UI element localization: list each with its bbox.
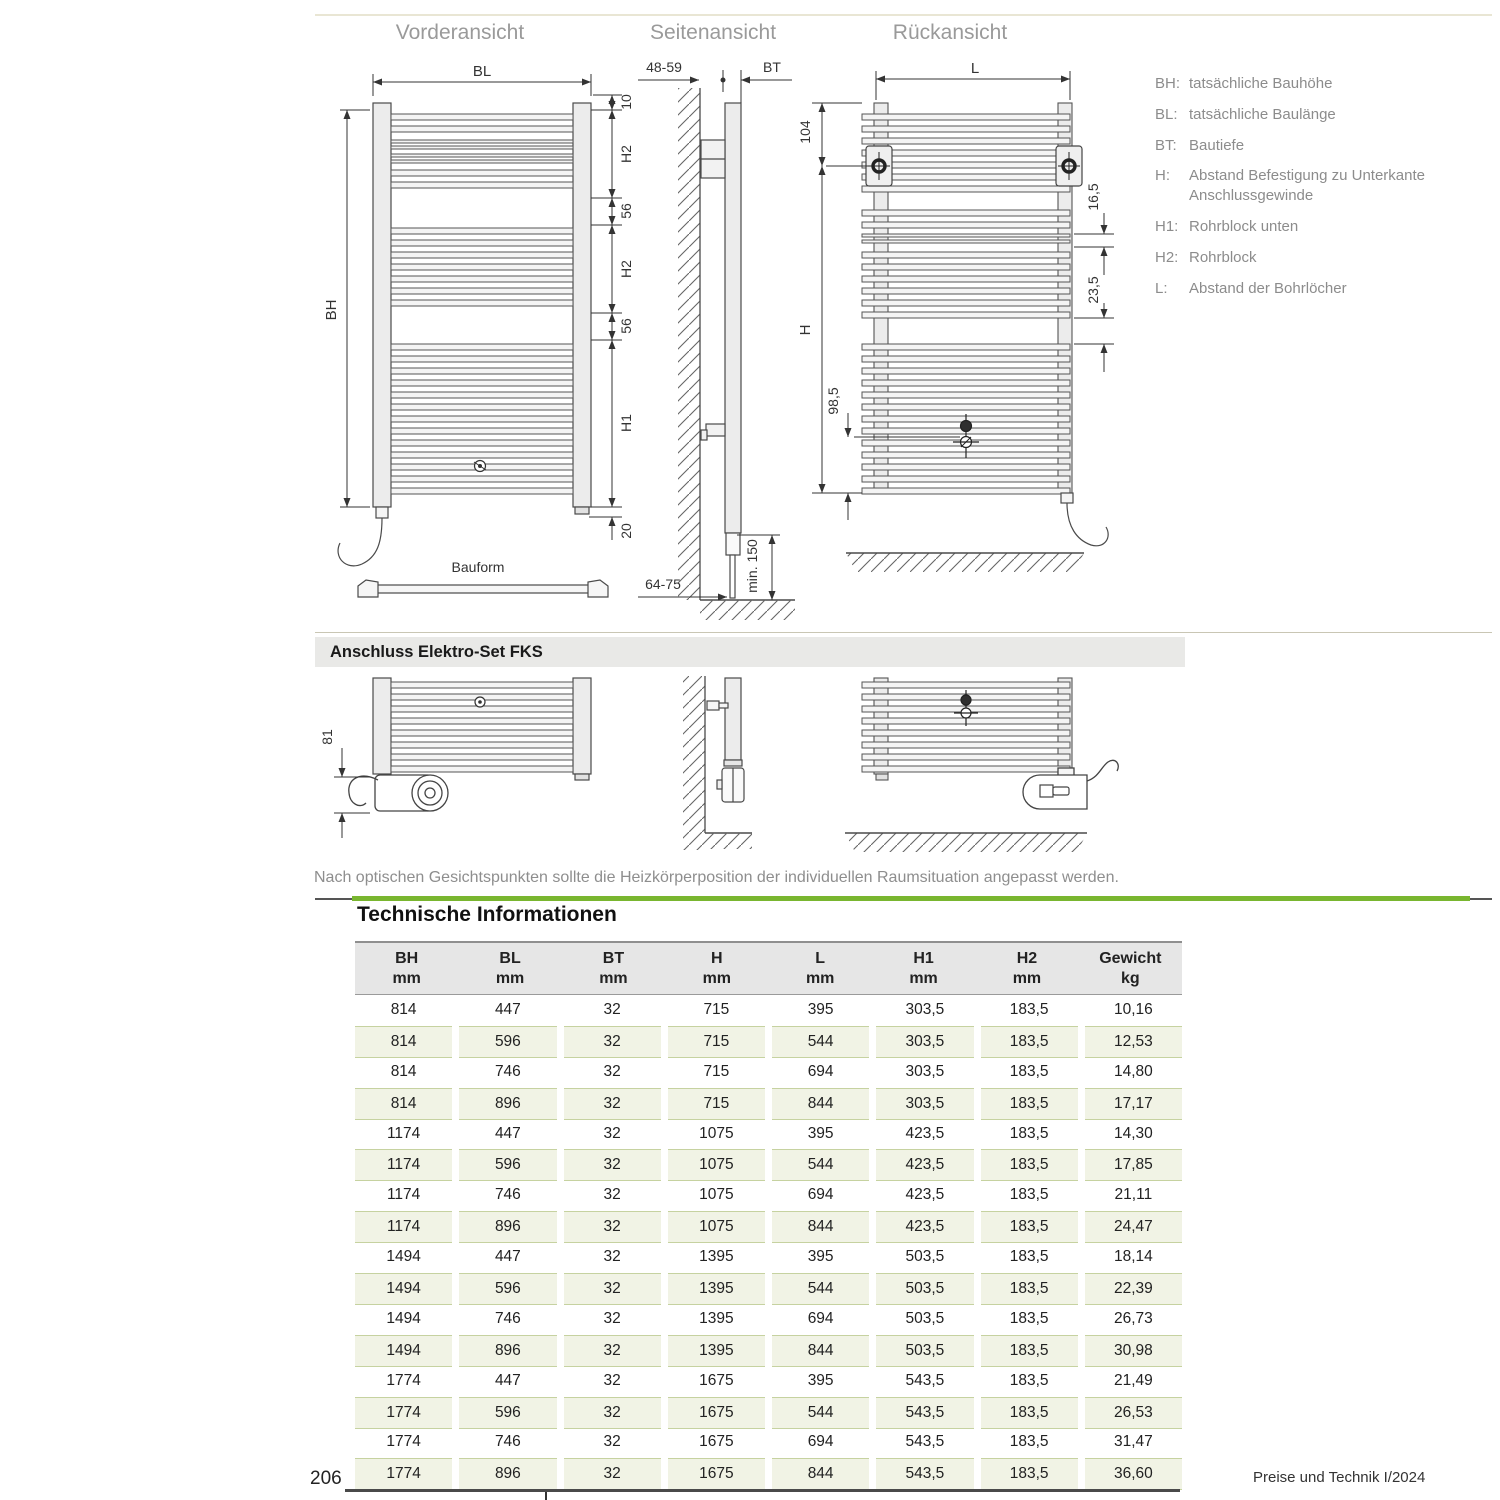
- table-cell: 746: [494, 1186, 521, 1204]
- table-title: Technische Informationen: [357, 903, 617, 926]
- table-cell: 596: [459, 1149, 556, 1181]
- table-cell: 423,5: [905, 1186, 945, 1204]
- valve-icon: [475, 697, 485, 707]
- table-cell: 423,5: [905, 1124, 945, 1142]
- table-cell: 22,39: [1085, 1273, 1182, 1305]
- table-cell: 32: [564, 1211, 661, 1243]
- table-cell: 21,11: [1114, 1186, 1153, 1204]
- table-cell: 746: [494, 1309, 521, 1327]
- table-cell: 596: [459, 1273, 556, 1305]
- table-cell: 183,5: [1009, 1001, 1049, 1018]
- legend-item: [1155, 105, 1495, 125]
- legend-key: BL:: [1155, 105, 1178, 123]
- table-cell: 183,5: [981, 1088, 1078, 1120]
- legend-text: Bautiefe: [1189, 136, 1245, 154]
- table-row: [355, 1366, 1182, 1397]
- bauform-label: Bauform: [451, 559, 505, 575]
- table-cell: 183,5: [1009, 1248, 1049, 1266]
- table-row: [355, 995, 1182, 1026]
- column-header: H mm: [702, 949, 732, 987]
- dim-10: 10: [618, 94, 634, 110]
- table-row: [355, 1211, 1182, 1242]
- bauform-topview: [358, 580, 608, 597]
- table-cell: 1494: [355, 1335, 452, 1367]
- table-row: [355, 1427, 1182, 1458]
- table-cell: 30,98: [1085, 1335, 1182, 1367]
- table-cell: 596: [459, 1026, 556, 1058]
- table-cell: 14,30: [1113, 1124, 1153, 1142]
- legend-text: Abstand der Bohrlöcher: [1189, 279, 1347, 297]
- dim-h1: H1: [618, 414, 634, 432]
- table-row: [355, 1088, 1182, 1119]
- table-cell: 32: [564, 1397, 661, 1429]
- legend-item: [1155, 217, 1495, 237]
- column-header: BH mm: [392, 949, 421, 987]
- table-cell: 303,5: [905, 1062, 945, 1080]
- table-cell: 544: [772, 1273, 869, 1305]
- table-cell: 1174: [355, 1211, 452, 1243]
- green-accent-line: [352, 896, 1470, 901]
- table-cell: 183,5: [981, 1458, 1078, 1490]
- table-cell: 1675: [699, 1371, 734, 1389]
- edition-label: Preise und Technik I/2024: [1253, 1469, 1426, 1486]
- legend: [1155, 74, 1495, 309]
- table-cell: 36,60: [1085, 1458, 1182, 1490]
- table-row: [355, 1149, 1182, 1180]
- table-cell: 543,5: [876, 1397, 973, 1429]
- table-cell: 32: [603, 1309, 621, 1327]
- table-row: [355, 1273, 1182, 1304]
- dim-56b: 56: [618, 318, 634, 334]
- table-cell: 544: [772, 1397, 869, 1429]
- legend-key: H1:: [1155, 217, 1179, 235]
- table-cell: 503,5: [876, 1335, 973, 1367]
- table-cell: 1774: [355, 1458, 452, 1490]
- legend-text: Rohrblock unten: [1189, 217, 1299, 235]
- fks-header-bar: [315, 637, 1185, 667]
- table-cell: 896: [459, 1088, 556, 1120]
- table-cell: 844: [772, 1211, 869, 1243]
- floor-hatch: [700, 600, 795, 620]
- table-cell: 395: [807, 1124, 834, 1142]
- table-cell: 32: [603, 1062, 621, 1080]
- dim-56a: 56: [618, 203, 634, 219]
- fks-rear-drawing: [790, 670, 1140, 860]
- table-cell: 1174: [386, 1124, 421, 1142]
- legend-key: BT:: [1155, 136, 1177, 154]
- dim-23-5: 23,5: [1085, 276, 1101, 304]
- table-cell: 183,5: [1009, 1062, 1049, 1080]
- electric-cable: [349, 776, 378, 805]
- table-cell: 183,5: [1009, 1124, 1049, 1142]
- legend-item: [1155, 136, 1495, 156]
- column-header: BL mm: [495, 949, 525, 987]
- table-cell: 32: [603, 1186, 621, 1204]
- legend-key: H:: [1155, 167, 1170, 185]
- table-cell: 1075: [668, 1149, 765, 1181]
- table-cell: 183,5: [1009, 1371, 1049, 1389]
- table-cell: 423,5: [876, 1149, 973, 1181]
- column-header: H2 mm: [1012, 949, 1042, 987]
- table-cell: 1774: [386, 1371, 421, 1389]
- table-cell: 543,5: [905, 1433, 945, 1451]
- table-cell: 503,5: [905, 1309, 945, 1327]
- table-cell: 17,85: [1085, 1149, 1182, 1181]
- legend-text: Abstand Befestigung zu Unterkante Anschlussgewinde: [1189, 167, 1425, 205]
- page-number: 206: [310, 1468, 342, 1489]
- table-cell: 1174: [386, 1186, 421, 1204]
- table-cell: 1075: [668, 1211, 765, 1243]
- top-divider: [315, 14, 1492, 16]
- table-cell: 18,14: [1113, 1248, 1153, 1266]
- table-cell: 12,53: [1085, 1026, 1182, 1058]
- table-cell: 183,5: [981, 1273, 1078, 1305]
- table-cell: 694: [807, 1309, 834, 1327]
- table-cell: 1494: [355, 1273, 452, 1305]
- fks-title: Anschluss Elektro-Set FKS: [330, 642, 543, 661]
- table-body: [355, 995, 1182, 1489]
- table-cell: 896: [459, 1458, 556, 1490]
- table-cell: 1174: [355, 1149, 452, 1181]
- table-cell: 1675: [668, 1458, 765, 1490]
- wall-hatch: [683, 676, 705, 850]
- table-cell: 447: [494, 1248, 521, 1266]
- table-cell: 694: [807, 1433, 834, 1451]
- table-cell: 503,5: [876, 1273, 973, 1305]
- table-cell: 183,5: [1009, 1186, 1049, 1204]
- table-cell: 844: [772, 1335, 869, 1367]
- table-cell: 694: [807, 1062, 834, 1080]
- table-cell: 183,5: [1009, 1309, 1049, 1327]
- table-cell: 746: [494, 1433, 521, 1451]
- table-cell: 303,5: [876, 1026, 973, 1058]
- table-cell: 746: [494, 1062, 521, 1080]
- table-cell: 814: [355, 1088, 452, 1120]
- table-cell: 1395: [699, 1248, 734, 1266]
- table-cell: 694: [807, 1186, 834, 1204]
- table-cell: 32: [564, 1026, 661, 1058]
- front-view-drawing: [315, 45, 650, 625]
- table-cell: 896: [459, 1211, 556, 1243]
- rear-view-title: Rückansicht: [892, 21, 1008, 44]
- table-cell: 31,47: [1113, 1433, 1153, 1451]
- table-cell: 183,5: [981, 1397, 1078, 1429]
- table-cell: 1395: [699, 1309, 734, 1327]
- print-mark: [545, 1492, 547, 1500]
- dim-98-5: 98,5: [825, 387, 841, 415]
- legend-item: [1155, 279, 1495, 299]
- electric-cable: [1067, 503, 1108, 546]
- table-cell: 447: [494, 1371, 521, 1389]
- table-cell: 1494: [386, 1309, 421, 1327]
- table-row: [355, 1180, 1182, 1211]
- fks-divider: [315, 632, 1492, 633]
- table-cell: 844: [772, 1458, 869, 1490]
- dim-104: 104: [797, 120, 813, 144]
- note-text: Nach optischen Gesichtspunkten sollte die Heizkörperposition der individuellen Raumsituation angepasst werden.: [314, 869, 1119, 886]
- table-cell: 1675: [699, 1433, 734, 1451]
- column-header: Gewicht kg: [1099, 949, 1162, 987]
- table-cell: 896: [459, 1335, 556, 1367]
- table-cell: 544: [772, 1026, 869, 1058]
- table-cell: 21,49: [1113, 1371, 1153, 1389]
- legend-key: H2:: [1155, 248, 1179, 266]
- table-cell: 543,5: [876, 1458, 973, 1490]
- table-cell: 183,5: [981, 1335, 1078, 1367]
- table-cell: 814: [390, 1001, 417, 1018]
- table-cell: 26,73: [1113, 1309, 1153, 1327]
- table-cell: 447: [494, 1124, 521, 1142]
- valve-icon: [474, 461, 486, 472]
- table-cell: 24,47: [1085, 1211, 1182, 1243]
- dim-bh: BH: [323, 299, 340, 321]
- table-cell: 32: [564, 1149, 661, 1181]
- table-cell: 303,5: [905, 1001, 945, 1018]
- dim-bt: BT: [763, 59, 781, 75]
- legend-item: [1155, 166, 1495, 206]
- floor-hatch: [845, 833, 1087, 852]
- floor-hatch: [705, 833, 752, 849]
- electric-heating-element: [349, 775, 448, 811]
- dim-h2b: H2: [618, 260, 634, 278]
- fks-front-drawing: [315, 670, 650, 860]
- legend-text: tatsächliche Bauhöhe: [1189, 75, 1333, 92]
- table-cell: 32: [564, 1273, 661, 1305]
- table-cell: 32: [564, 1458, 661, 1490]
- legend-item: [1155, 74, 1495, 94]
- electric-cable: [1087, 760, 1118, 781]
- table-cell: 17,17: [1085, 1088, 1182, 1120]
- floor-hatch: [846, 553, 1084, 572]
- table-cell: 32: [603, 1124, 621, 1142]
- dim-48-59: 48-59: [646, 59, 682, 75]
- wall-hatch: [678, 88, 700, 600]
- table-cell: 32: [564, 1088, 661, 1120]
- table-cell: 543,5: [905, 1371, 945, 1389]
- table-cell: 814: [355, 1026, 452, 1058]
- table-cell: 395: [807, 1371, 834, 1389]
- table-cell: 32: [603, 1001, 621, 1018]
- legend-item: [1155, 248, 1495, 268]
- table-cell: 26,53: [1085, 1397, 1182, 1429]
- legend-key: BH:: [1155, 75, 1181, 92]
- table-cell: 1774: [355, 1397, 452, 1429]
- electric-cable: [338, 518, 382, 566]
- table-cell: 596: [459, 1397, 556, 1429]
- table-row: [355, 1304, 1182, 1335]
- table-cell: 32: [603, 1433, 621, 1451]
- table-cell: 1494: [386, 1248, 421, 1266]
- table-cell: 715: [668, 1026, 765, 1058]
- table-cell: 715: [703, 1001, 730, 1018]
- table-row: [355, 1242, 1182, 1273]
- legend-key: L:: [1155, 279, 1168, 297]
- dim-81: 81: [319, 729, 335, 745]
- table-cell: 1395: [668, 1273, 765, 1305]
- dim-h: H: [797, 324, 814, 336]
- dim-16-5: 16,5: [1085, 183, 1101, 211]
- table-cell: 32: [603, 1248, 621, 1266]
- rear-view-drawing: [790, 45, 1140, 625]
- table-cell: 32: [564, 1335, 661, 1367]
- table-cell: 395: [807, 1001, 834, 1018]
- table-cell: 303,5: [876, 1088, 973, 1120]
- table-row: [355, 1397, 1182, 1428]
- table-cell: 1075: [699, 1186, 734, 1204]
- column-header: L mm: [805, 949, 835, 987]
- side-view-title: Seitenansicht: [649, 21, 777, 44]
- table-cell: 1675: [668, 1397, 765, 1429]
- table-cell: 183,5: [981, 1149, 1078, 1181]
- table-header-row: [355, 941, 1182, 995]
- table-row: [355, 1119, 1182, 1150]
- dim-64-75: 64-75: [645, 576, 681, 592]
- table-row: [355, 1335, 1182, 1366]
- table-cell: 1774: [386, 1433, 421, 1451]
- table-cell: 14,80: [1113, 1062, 1153, 1080]
- table-cell: 183,5: [981, 1211, 1078, 1243]
- table-cell: 447: [494, 1001, 521, 1018]
- table-cell: 183,5: [981, 1026, 1078, 1058]
- table-row: [355, 1057, 1182, 1088]
- technical-table: [355, 941, 1182, 1489]
- table-cell: 1075: [699, 1124, 734, 1142]
- table-row: [355, 1458, 1182, 1489]
- table-cell: 715: [668, 1088, 765, 1120]
- table-cell: 395: [807, 1248, 834, 1266]
- table-cell: 715: [703, 1062, 730, 1080]
- dim-l: L: [970, 60, 980, 77]
- table-row: [355, 1026, 1182, 1057]
- dim-bl: BL: [472, 63, 492, 80]
- table-cell: 844: [772, 1088, 869, 1120]
- column-header: BT mm: [599, 949, 628, 987]
- table-cell: 423,5: [876, 1211, 973, 1243]
- table-cell: 503,5: [905, 1248, 945, 1266]
- front-rungs: [391, 114, 573, 494]
- table-cell: 1395: [668, 1335, 765, 1367]
- table-cell: 814: [390, 1062, 417, 1080]
- front-view-title: Vorderansicht: [395, 21, 525, 44]
- dim-h2a: H2: [618, 145, 634, 163]
- dim-20: 20: [618, 523, 634, 539]
- legend-text: tatsächliche Baulänge: [1189, 105, 1336, 123]
- column-header: H1 mm: [909, 949, 938, 987]
- table-bottom-rule: [345, 1489, 1180, 1492]
- dim-min150: min. 150: [744, 539, 760, 593]
- legend-text: Rohrblock: [1189, 248, 1257, 266]
- table-cell: 544: [772, 1149, 869, 1181]
- table-cell: 183,5: [1009, 1433, 1049, 1451]
- table-cell: 32: [603, 1371, 621, 1389]
- table-cell: 10,16: [1113, 1001, 1153, 1018]
